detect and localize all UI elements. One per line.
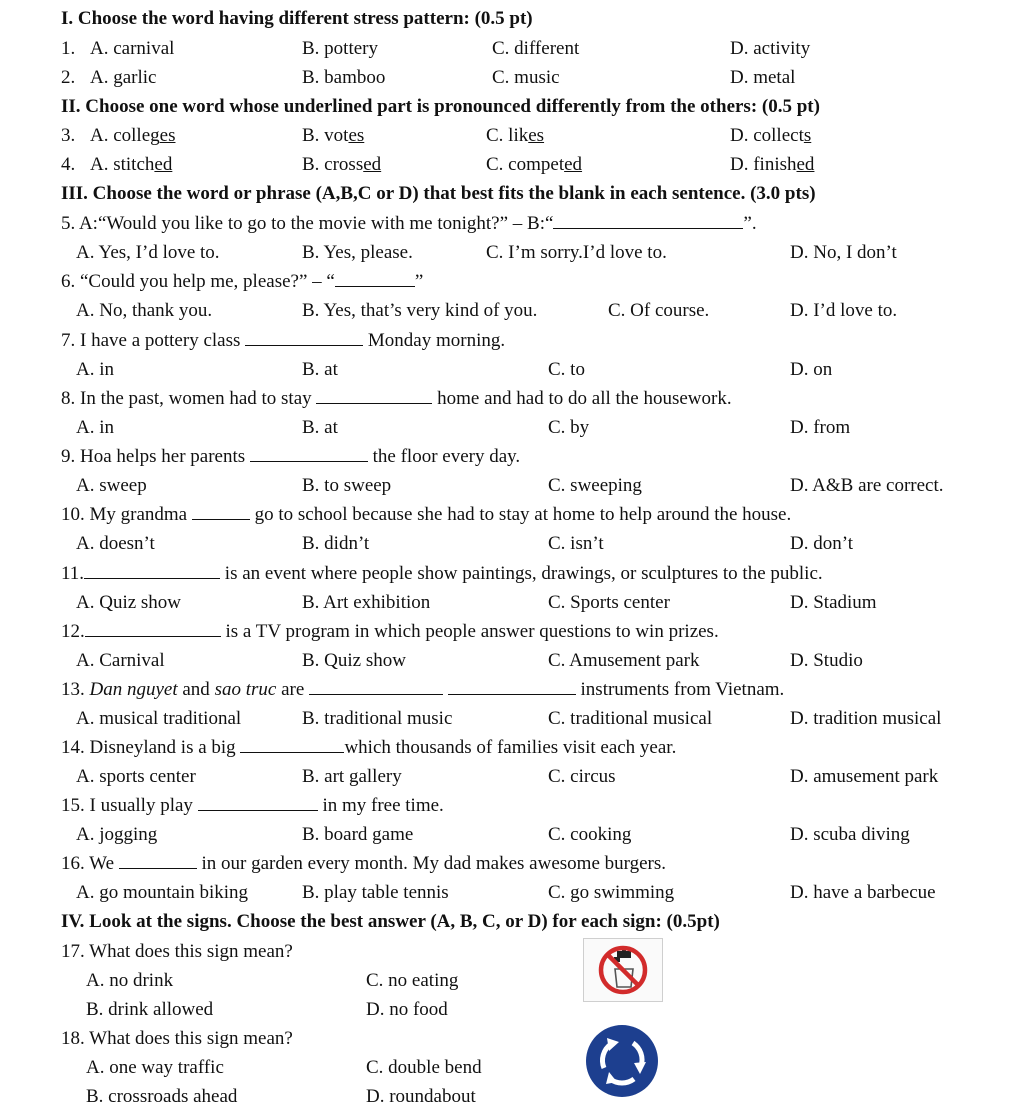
q3-option-b: B. votes (302, 125, 365, 146)
question-16-stem (0, 849, 1024, 878)
question-15-options (0, 820, 1024, 849)
q9-stem: 9. Hoa helps her parents the floor every day. (61, 446, 521, 467)
question-8-options (0, 413, 1024, 442)
question-11-stem (0, 559, 1024, 588)
question-11-options (0, 588, 1024, 617)
q15-option-c: C. cooking (548, 824, 632, 845)
q8-stem: 8. In the past, women had to stay home and had to do all the housework. (61, 388, 732, 409)
question-14-options (0, 762, 1024, 791)
question-5-options (0, 238, 1024, 267)
question-17-options-row2 (0, 995, 1024, 1024)
no-drinking-sign (583, 938, 663, 1002)
q1-option-c: C. different (492, 38, 580, 59)
question-13-options (0, 704, 1024, 733)
q7-stem: 7. I have a pottery class Monday morning. (61, 330, 506, 351)
question-7-stem (0, 326, 1024, 355)
q12-option-d: D. Studio (790, 650, 863, 671)
q11-option-c: C. Sports center (548, 592, 670, 613)
q16-option-d: D. have a barbecue (790, 882, 936, 903)
q13-option-d: D. tradition musical (790, 708, 942, 729)
q3-number: 3. (61, 125, 76, 146)
q2-option-b: B. bamboo (302, 67, 386, 88)
q7-option-d: D. on (790, 359, 833, 380)
q14-option-c: C. circus (548, 766, 616, 787)
q16-option-b: B. play table tennis (302, 882, 449, 903)
q5-option-c: C. I’m sorry.I’d love to. (486, 242, 667, 263)
q9-option-b: B. to sweep (302, 475, 392, 496)
q4-option-c: C. competed (486, 154, 583, 175)
question-12-stem (0, 617, 1024, 646)
q1-option-d: D. activity (730, 38, 811, 59)
q15-option-d: D. scuba diving (790, 824, 910, 845)
q10-option-c: C. isn’t (548, 533, 604, 554)
q11-option-b: B. Art exhibition (302, 592, 431, 613)
question-16-options (0, 878, 1024, 907)
q8-option-d: D. from (790, 417, 851, 438)
q10-option-b: B. didn’t (302, 533, 370, 554)
q6-stem: 6. “Could you help me, please?” – “ ” (61, 271, 424, 292)
question-18-options-row1 (0, 1053, 1024, 1082)
q5-option-b: B. Yes, please. (302, 242, 413, 263)
q11-option-a: A. Quiz show (76, 592, 182, 613)
q8-option-b: B. at (302, 417, 338, 438)
q3-option-a: A. colleges (90, 125, 176, 146)
q8-option-c: C. by (548, 417, 590, 438)
question-9-stem (0, 442, 1024, 471)
q10-option-d: D. don’t (790, 533, 853, 554)
question-5-stem (0, 209, 1024, 238)
question-18-stem (0, 1024, 1024, 1053)
q17-option-d: D. no food (366, 999, 448, 1020)
q18-option-b: B. crossroads ahead (86, 1086, 238, 1107)
section-3-title: III. Choose the word or phrase (A,B,C or D) that best fits the blank in each sentence. (3.0 pts) (61, 183, 816, 204)
question-15-stem (0, 791, 1024, 820)
question-6-stem (0, 267, 1024, 296)
q17-option-a: A. no drink (86, 970, 174, 991)
q8-option-a: A. in (76, 417, 114, 438)
question-6-options (0, 296, 1024, 325)
q4-option-d: D. finished (730, 154, 815, 175)
q16-option-c: C. go swimming (548, 882, 675, 903)
q3-option-c: C. likes (486, 125, 545, 146)
q14-option-b: B. art gallery (302, 766, 402, 787)
q5-option-d: D. No, I don’t (790, 242, 897, 263)
q2-option-d: D. metal (730, 67, 796, 88)
q18-option-c: C. double bend (366, 1057, 482, 1078)
q11-stem: 11. is an event where people show paintings, drawings, or sculptures to the public. (61, 563, 823, 584)
roundabout-sign (585, 1024, 659, 1098)
q16-option-a: A. go mountain biking (76, 882, 249, 903)
question-10-options (0, 529, 1024, 558)
q12-option-a: A. Carnival (76, 650, 165, 671)
question-7-options (0, 355, 1024, 384)
q14-stem: 14. Disneyland is a big which thousands of families visit each year. (61, 737, 677, 758)
q14-option-d: D. amusement park (790, 766, 939, 787)
q6-option-a: A. No, thank you. (76, 300, 213, 321)
q9-option-a: A. sweep (76, 475, 147, 496)
q17-option-c: C. no eating (366, 970, 459, 991)
question-12-options (0, 646, 1024, 675)
question-17-options-row1 (0, 966, 1024, 995)
roundabout-icon (585, 1024, 659, 1098)
section-2-title: II. Choose one word whose underlined part is pronounced differently from the others: (0.5 pt) (61, 96, 820, 117)
q10-stem: 10. My grandma go to school because she had to stay at home to help around the house. (61, 504, 792, 525)
q10-option-a: A. doesn’t (76, 533, 155, 554)
q5-option-a: A. Yes, I’d love to. (76, 242, 220, 263)
q15-option-b: B. board game (302, 824, 414, 845)
question-17-stem (0, 937, 1024, 966)
question-1 (0, 34, 1024, 63)
q2-option-c: C. music (492, 67, 560, 88)
q5-stem: 5. A:“Would you like to go to the movie with me tonight?” – B:“ ”. (61, 213, 757, 234)
q13-option-a: A. musical traditional (76, 708, 242, 729)
q4-option-a: A. stitched (90, 154, 173, 175)
question-3 (0, 121, 1024, 150)
q1-number: 1. (61, 38, 76, 59)
q7-option-b: B. at (302, 359, 338, 380)
section-1-title: I. Choose the word having different stress pattern: (0.5 pt) (61, 8, 533, 29)
section-4-title: IV. Look at the signs. Choose the best answer (A, B, C, or D) for each sign: (0.5pt) (61, 911, 720, 932)
question-14-stem (0, 733, 1024, 762)
q1-option-b: B. pottery (302, 38, 378, 59)
q15-option-a: A. jogging (76, 824, 158, 845)
q13-option-c: C. traditional musical (548, 708, 713, 729)
no-drinking-icon (584, 939, 662, 1001)
q4-number: 4. (61, 154, 76, 175)
q16-stem: 16. We in our garden every month. My dad makes awesome burgers. (61, 853, 667, 874)
q2-number: 2. (61, 67, 76, 88)
q4-option-b: B. crossed (302, 154, 382, 175)
question-2 (0, 63, 1024, 92)
q6-option-c: C. Of course. (608, 300, 710, 321)
q1-option-a: A. carnival (90, 38, 175, 59)
question-9-options (0, 471, 1024, 500)
q18-option-d: D. roundabout (366, 1086, 476, 1107)
q18-option-a: A. one way traffic (86, 1057, 224, 1078)
q12-stem: 12. is a TV program in which people answer questions to win prizes. (61, 621, 719, 642)
question-4 (0, 150, 1024, 179)
question-13-stem (0, 675, 1024, 704)
q15-stem: 15. I usually play in my free time. (61, 795, 444, 816)
q14-option-a: A. sports center (76, 766, 196, 787)
question-18-options-row2 (0, 1082, 1024, 1111)
q7-option-c: C. to (548, 359, 585, 380)
q12-option-c: C. Amusement park (548, 650, 700, 671)
question-10-stem (0, 500, 1024, 529)
q7-option-a: A. in (76, 359, 114, 380)
q18-stem: 18. What does this sign mean? (61, 1028, 293, 1049)
q9-option-c: C. sweeping (548, 475, 642, 496)
q17-stem: 17. What does this sign mean? (61, 941, 293, 962)
q2-option-a: A. garlic (90, 67, 157, 88)
q6-option-b: B. Yes, that’s very kind of you. (302, 300, 538, 321)
q11-option-d: D. Stadium (790, 592, 877, 613)
q6-option-d: D. I’d love to. (790, 300, 898, 321)
question-8-stem (0, 384, 1024, 413)
q3-option-d: D. collects (730, 125, 812, 146)
q13-option-b: B. traditional music (302, 708, 453, 729)
q12-option-b: B. Quiz show (302, 650, 406, 671)
q13-stem: 13. Dan nguyet and sao truc are instruments from Vietnam. (61, 679, 785, 700)
q9-option-d: D. A&B are correct. (790, 475, 944, 496)
q17-option-b: B. drink allowed (86, 999, 214, 1020)
